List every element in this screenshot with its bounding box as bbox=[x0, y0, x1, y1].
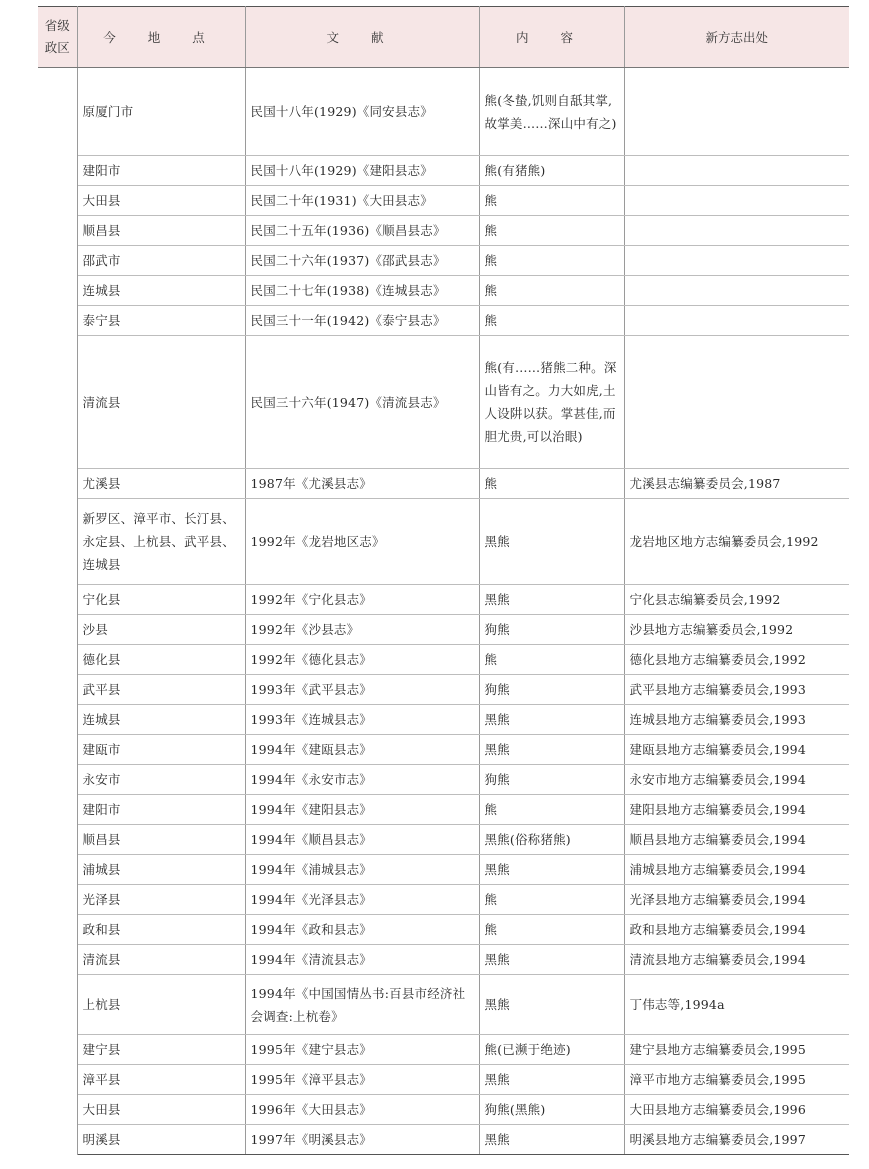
source-cell: 民国十八年(1929)《同安县志》 bbox=[245, 68, 479, 156]
content-cell: 熊 bbox=[479, 306, 624, 336]
table-row bbox=[38, 765, 849, 795]
table-row bbox=[38, 156, 849, 186]
location-cell: 清流县 bbox=[77, 336, 245, 469]
location-cell: 宁化县 bbox=[77, 585, 245, 615]
new-source-cell: 永安市地方志编纂委员会,1994 bbox=[624, 765, 849, 795]
table-row bbox=[38, 1095, 849, 1125]
source-cell: 1994年《建阳县志》 bbox=[245, 795, 479, 825]
table-row bbox=[38, 276, 849, 306]
header-province: 省级 政区 bbox=[38, 7, 77, 68]
content-cell: 狗熊 bbox=[479, 765, 624, 795]
location-cell: 武平县 bbox=[77, 675, 245, 705]
source-cell: 1994年《永安市志》 bbox=[245, 765, 479, 795]
content-cell: 黑熊 bbox=[479, 1125, 624, 1155]
table-row bbox=[38, 306, 849, 336]
new-source-cell bbox=[624, 186, 849, 216]
source-cell: 1992年《宁化县志》 bbox=[245, 585, 479, 615]
content-cell: 狗熊 bbox=[479, 615, 624, 645]
source-cell: 民国十八年(1929)《建阳县志》 bbox=[245, 156, 479, 186]
table-row bbox=[38, 246, 849, 276]
location-cell: 上杭县 bbox=[77, 975, 245, 1035]
location-cell: 尤溪县 bbox=[77, 469, 245, 499]
table-row bbox=[38, 795, 849, 825]
header-new-source: 新方志出处 bbox=[624, 7, 849, 68]
location-cell: 建阳市 bbox=[77, 795, 245, 825]
new-source-cell: 明溪县地方志编纂委员会,1997 bbox=[624, 1125, 849, 1155]
source-cell: 民国二十五年(1936)《顺昌县志》 bbox=[245, 216, 479, 246]
content-cell: 黑熊 bbox=[479, 945, 624, 975]
source-cell: 1992年《德化县志》 bbox=[245, 645, 479, 675]
content-cell: 熊(有……猪熊二种。深山皆有之。力大如虎,土人设阱以获。掌甚佳,而胆尤贵,可以治眼) bbox=[479, 336, 624, 469]
table-row bbox=[38, 735, 849, 765]
location-cell: 光泽县 bbox=[77, 885, 245, 915]
table-row bbox=[38, 855, 849, 885]
new-source-cell: 建瓯县地方志编纂委员会,1994 bbox=[624, 735, 849, 765]
table-row bbox=[38, 469, 849, 499]
location-cell: 顺昌县 bbox=[77, 216, 245, 246]
table-row bbox=[38, 1065, 849, 1095]
source-cell: 1992年《龙岩地区志》 bbox=[245, 499, 479, 585]
source-cell: 1994年《建瓯县志》 bbox=[245, 735, 479, 765]
new-source-cell: 大田县地方志编纂委员会,1996 bbox=[624, 1095, 849, 1125]
header-content: 内 容 bbox=[479, 7, 624, 68]
new-source-cell bbox=[624, 276, 849, 306]
content-cell: 熊 bbox=[479, 645, 624, 675]
source-cell: 民国三十六年(1947)《清流县志》 bbox=[245, 336, 479, 469]
location-cell: 大田县 bbox=[77, 1095, 245, 1125]
source-cell: 民国二十七年(1938)《连城县志》 bbox=[245, 276, 479, 306]
table-row bbox=[38, 945, 849, 975]
source-cell: 1994年《中国国情丛书:百县市经济社会调查:上杭卷》 bbox=[245, 975, 479, 1035]
new-source-cell: 龙岩地区地方志编纂委员会,1992 bbox=[624, 499, 849, 585]
table-row bbox=[38, 1125, 849, 1155]
new-source-cell: 光泽县地方志编纂委员会,1994 bbox=[624, 885, 849, 915]
content-cell: 黑熊(俗称猪熊) bbox=[479, 825, 624, 855]
new-source-cell: 宁化县志编纂委员会,1992 bbox=[624, 585, 849, 615]
new-source-cell: 德化县地方志编纂委员会,1992 bbox=[624, 645, 849, 675]
location-cell: 沙县 bbox=[77, 615, 245, 645]
content-cell: 熊 bbox=[479, 276, 624, 306]
content-cell: 熊 bbox=[479, 216, 624, 246]
content-cell: 黑熊 bbox=[479, 1065, 624, 1095]
content-cell: 狗熊(黑熊) bbox=[479, 1095, 624, 1125]
new-source-cell: 清流县地方志编纂委员会,1994 bbox=[624, 945, 849, 975]
location-cell: 建阳市 bbox=[77, 156, 245, 186]
location-cell: 浦城县 bbox=[77, 855, 245, 885]
new-source-cell bbox=[624, 156, 849, 186]
source-cell: 民国二十年(1931)《大田县志》 bbox=[245, 186, 479, 216]
table-row bbox=[38, 499, 849, 585]
bear-records-table-container bbox=[38, 6, 849, 1155]
location-cell: 明溪县 bbox=[77, 1125, 245, 1155]
content-cell: 黑熊 bbox=[479, 585, 624, 615]
table-row bbox=[38, 645, 849, 675]
table-row bbox=[38, 825, 849, 855]
content-cell: 熊 bbox=[479, 186, 624, 216]
content-cell: 熊 bbox=[479, 885, 624, 915]
table-row bbox=[38, 705, 849, 735]
new-source-cell bbox=[624, 336, 849, 469]
new-source-cell: 武平县地方志编纂委员会,1993 bbox=[624, 675, 849, 705]
source-cell: 1993年《连城县志》 bbox=[245, 705, 479, 735]
location-cell: 邵武市 bbox=[77, 246, 245, 276]
table-row bbox=[38, 885, 849, 915]
location-cell: 清流县 bbox=[77, 945, 245, 975]
new-source-cell: 政和县地方志编纂委员会,1994 bbox=[624, 915, 849, 945]
source-cell: 1995年《建宁县志》 bbox=[245, 1035, 479, 1065]
content-cell: 黑熊 bbox=[479, 975, 624, 1035]
source-cell: 民国三十一年(1942)《泰宁县志》 bbox=[245, 306, 479, 336]
source-cell: 1995年《漳平县志》 bbox=[245, 1065, 479, 1095]
location-cell: 连城县 bbox=[77, 276, 245, 306]
table-header-row bbox=[38, 7, 849, 68]
source-cell: 1992年《沙县志》 bbox=[245, 615, 479, 645]
new-source-cell: 建宁县地方志编纂委员会,1995 bbox=[624, 1035, 849, 1065]
location-cell: 新罗区、漳平市、长汀县、永定县、上杭县、武平县、连城县 bbox=[77, 499, 245, 585]
content-cell: 熊(有猪熊) bbox=[479, 156, 624, 186]
province-cell bbox=[38, 68, 77, 1155]
new-source-cell: 丁伟志等,1994a bbox=[624, 975, 849, 1035]
new-source-cell: 顺昌县地方志编纂委员会,1994 bbox=[624, 825, 849, 855]
table-row bbox=[38, 675, 849, 705]
content-cell: 黑熊 bbox=[479, 499, 624, 585]
table-row bbox=[38, 975, 849, 1035]
location-cell: 永安市 bbox=[77, 765, 245, 795]
content-cell: 黑熊 bbox=[479, 705, 624, 735]
table-row bbox=[38, 336, 849, 469]
content-cell: 黑熊 bbox=[479, 855, 624, 885]
table-row bbox=[38, 186, 849, 216]
location-cell: 建宁县 bbox=[77, 1035, 245, 1065]
header-source: 文 献 bbox=[245, 7, 479, 68]
content-cell: 熊(冬蛰,饥则自舐其掌,故掌美……深山中有之) bbox=[479, 68, 624, 156]
location-cell: 政和县 bbox=[77, 915, 245, 945]
source-cell: 1994年《顺昌县志》 bbox=[245, 825, 479, 855]
source-cell: 1997年《明溪县志》 bbox=[245, 1125, 479, 1155]
location-cell: 德化县 bbox=[77, 645, 245, 675]
header-location: 今 地 点 bbox=[77, 7, 245, 68]
new-source-cell: 浦城县地方志编纂委员会,1994 bbox=[624, 855, 849, 885]
location-cell: 大田县 bbox=[77, 186, 245, 216]
content-cell: 熊 bbox=[479, 915, 624, 945]
table-row bbox=[38, 68, 849, 156]
source-cell: 1987年《尤溪县志》 bbox=[245, 469, 479, 499]
location-cell: 连城县 bbox=[77, 705, 245, 735]
location-cell: 顺昌县 bbox=[77, 825, 245, 855]
content-cell: 熊(已濒于绝迹) bbox=[479, 1035, 624, 1065]
source-cell: 1994年《政和县志》 bbox=[245, 915, 479, 945]
new-source-cell bbox=[624, 68, 849, 156]
content-cell: 熊 bbox=[479, 469, 624, 499]
location-cell: 原厦门市 bbox=[77, 68, 245, 156]
table-row bbox=[38, 1035, 849, 1065]
new-source-cell: 建阳县地方志编纂委员会,1994 bbox=[624, 795, 849, 825]
location-cell: 泰宁县 bbox=[77, 306, 245, 336]
table-body bbox=[38, 68, 849, 1155]
source-cell: 1993年《武平县志》 bbox=[245, 675, 479, 705]
new-source-cell: 漳平市地方志编纂委员会,1995 bbox=[624, 1065, 849, 1095]
source-cell: 1994年《浦城县志》 bbox=[245, 855, 479, 885]
source-cell: 1996年《大田县志》 bbox=[245, 1095, 479, 1125]
location-cell: 漳平县 bbox=[77, 1065, 245, 1095]
source-cell: 1994年《清流县志》 bbox=[245, 945, 479, 975]
new-source-cell: 连城县地方志编纂委员会,1993 bbox=[624, 705, 849, 735]
new-source-cell bbox=[624, 246, 849, 276]
location-cell: 建瓯市 bbox=[77, 735, 245, 765]
new-source-cell bbox=[624, 216, 849, 246]
new-source-cell: 尤溪县志编纂委员会,1987 bbox=[624, 469, 849, 499]
content-cell: 狗熊 bbox=[479, 675, 624, 705]
content-cell: 熊 bbox=[479, 795, 624, 825]
new-source-cell: 沙县地方志编纂委员会,1992 bbox=[624, 615, 849, 645]
content-cell: 黑熊 bbox=[479, 735, 624, 765]
content-cell: 熊 bbox=[479, 246, 624, 276]
table-row bbox=[38, 915, 849, 945]
table-row bbox=[38, 615, 849, 645]
source-cell: 1994年《光泽县志》 bbox=[245, 885, 479, 915]
source-cell: 民国二十六年(1937)《邵武县志》 bbox=[245, 246, 479, 276]
table-row bbox=[38, 216, 849, 246]
new-source-cell bbox=[624, 306, 849, 336]
bear-records-table bbox=[38, 6, 849, 1155]
table-row bbox=[38, 585, 849, 615]
